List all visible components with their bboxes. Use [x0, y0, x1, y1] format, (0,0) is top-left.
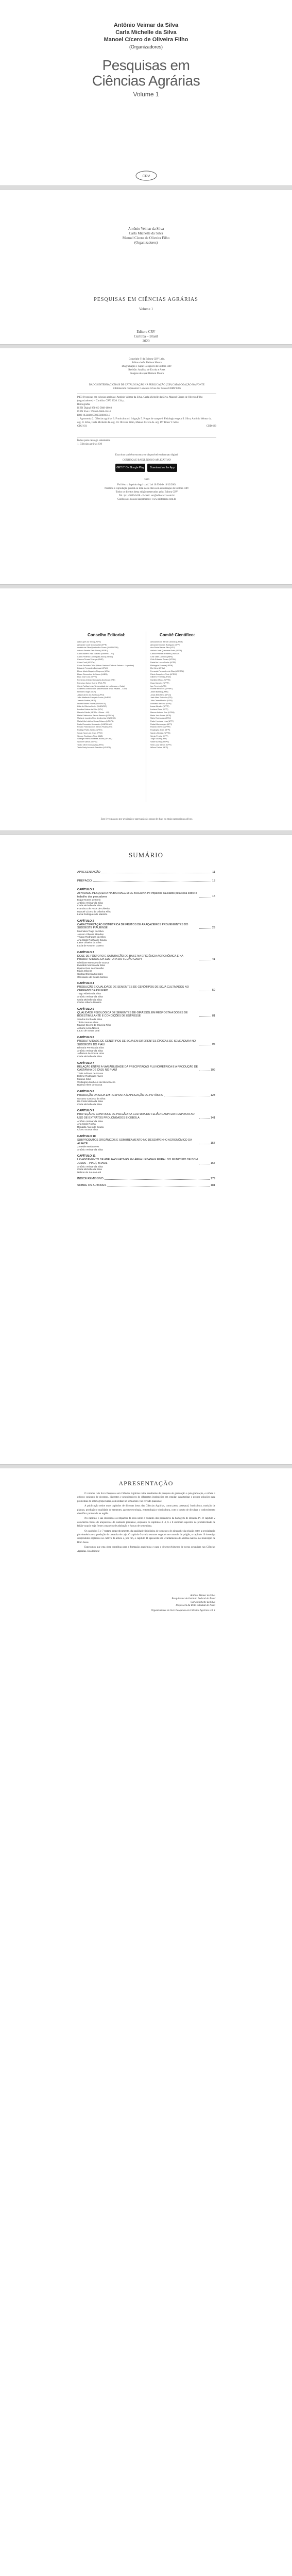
board-member: Aldo Lopes da Silva (UNIFE) [77, 641, 101, 643]
title-page-imprint [0, 330, 292, 344]
toc-chapter-author: Manoel Cícero de Oliveira Filho [77, 910, 111, 913]
cip-class [77, 425, 216, 428]
board-member: Maria Cristina dos Santos Bezerra (UFSCar) [77, 714, 114, 717]
toc-entry[interactable] [77, 892, 215, 899]
toc-entry[interactable] [77, 1040, 215, 1046]
board-member: Tania Suely Azevedo Brasileiro (UFOPA) [77, 747, 111, 749]
title-page-authors [0, 227, 292, 245]
toc-page-number: 179 [210, 1177, 215, 1181]
title-author: Carla Michelle da Silva [129, 231, 163, 235]
board-member: Elione Maria Nogueira Diogenes (UFAL) [77, 670, 111, 673]
board-member: Eduardo Fernandes Barbosa (UFMG) [77, 667, 109, 670]
toc-chapter[interactable] [77, 1036, 215, 1058]
toc-chapter-author: Carlos Alberto Moreira [77, 1001, 101, 1004]
toc-chapter[interactable] [77, 1062, 215, 1087]
toc-entry[interactable] [77, 1184, 215, 1188]
cover-title [0, 58, 292, 89]
toc-chapter-author: Cícero Sousa Silva [77, 1128, 98, 1131]
toc-chapter-author: Mateus Silva [77, 1077, 91, 1080]
title-author: Manoel Cícero de Oliveira Filho [122, 236, 170, 240]
credits-block [77, 358, 216, 376]
toc-chapter-title: ATIVIDADE PESQUEIRA NA BARRAGEM DE BOCAINA-PI: impactos causados pela seca sobre o trabalho dos pescadores [77, 892, 197, 899]
board-member: Paulo Romualdo Hernandes (UNIFAL-MG) [77, 723, 113, 725]
board-member: Fernanda Fernandes da Silva (UFERSA) [150, 670, 184, 673]
toc-page-number: 15 [212, 895, 215, 899]
presentation-paragraph: Os capítulos 5 e 7 tratam, respectivamente, da qualidade fisiológica de sementes de girassol e da relação entre a precipitação pluviométrica e a produção de castanha de caju. O capítulo 9 avalia extratos vegetais no controle de pulgão, o capítulo 10 investiga subprodutos orgânicos no cultivo da alface e, por fim, o capítulo 11 apresenta um levantamento de abelhas nativas no município de Bom Jesus. [77, 1530, 215, 1544]
toc-chapter[interactable] [77, 920, 215, 947]
board-member: Elizeu Clementino de Souza (UNEB) [77, 673, 108, 675]
cover-role: (Organizadores) [129, 44, 163, 49]
toc-entry-title: ÍNDICE REMISSIVO [77, 1177, 104, 1181]
board-member: Renato Francisco dos Santos Paula (UFG) [77, 726, 113, 728]
toc-entry[interactable] [77, 1177, 215, 1181]
toc-page-number: 167 [210, 1161, 215, 1165]
presentation-signer: Professora da Rede Estadual do Piauí [176, 1604, 215, 1607]
toc-chapter-author: Maria Oliveira [77, 970, 92, 973]
imprint-publisher: Editora CRV [136, 330, 156, 334]
board-member: Igor Ferreira (UFPI) [150, 685, 167, 687]
toc-chapter[interactable] [77, 982, 215, 1004]
board-member: Ana Paula Bastos Silva (UFV) [150, 647, 175, 649]
toc-page-number: 11 [212, 871, 215, 874]
board-member: Vera Lúcia Santos (UFPI) [150, 743, 171, 746]
toc-entry[interactable] [77, 1113, 215, 1120]
editor-line: Editor-chefe: Railson Moura [132, 362, 162, 364]
toc-chapter-author: Thiago Rodrigues da Silva [77, 936, 106, 939]
app-store-badge[interactable]: Download on the App Store [147, 464, 177, 472]
toc-chapter-author: Antônio Veimar da Silva [77, 1148, 103, 1151]
toc-page-number: 59 [212, 989, 215, 992]
toc-chapter-author: Joisson Oliveira Mendes [77, 933, 104, 936]
toc-chapter[interactable] [77, 1090, 215, 1106]
board-member: Helmuth Krüger (UCP) [77, 690, 96, 693]
toc-chapter-author: Carla Michelle da Silva [77, 998, 102, 1001]
toc-chapter-author: Cinthia Oliveira Mendes [77, 973, 103, 976]
board-member: Lucas Mendes (UFPR) [150, 705, 169, 708]
toc-entry[interactable] [77, 1011, 215, 1018]
google-play-badge[interactable]: GET IT ON Google Play [115, 464, 145, 472]
toc-leader [107, 1184, 209, 1187]
board-member: Mário Rodrigues (UFRN) [150, 717, 171, 720]
board-member: Sérgio Pereira (UFPI) [150, 735, 168, 737]
board-member: Marcelo Paixão (UFRJ e UTexas – US) [77, 711, 110, 714]
legal-block [77, 483, 216, 501]
cip-bibliography: Bibliografia [77, 403, 90, 406]
board-member: Jardel Batista (UFPB) [150, 690, 168, 693]
toc-chapter-author: Gleissiane de Sousa Santos [77, 975, 108, 978]
cip-block [77, 383, 216, 391]
toc-page-number: 157 [210, 1142, 215, 1145]
imprint-year: 2020 [142, 339, 150, 343]
toc-leader [101, 871, 211, 873]
title-page [0, 190, 292, 344]
toc-chapter[interactable] [77, 1008, 215, 1032]
board-member: Tadeu Oliver Gonçalves (UFPA) [77, 743, 104, 746]
toc-chapter-author: Tácila Santos Alves [77, 1021, 98, 1024]
toc-chapter-author: Carla Michelle da Silva [77, 1168, 102, 1171]
toc-chapter-author: Marinalva Tiago da Silva [77, 929, 104, 933]
board-member: Eloi Nery (UFSM) [150, 667, 165, 670]
board-member: Rosângela Alves (UFPI) [150, 729, 170, 732]
toc-chapter-author: Manoel Cícero de Oliveira Filho [77, 1024, 111, 1027]
toc-chapter-author: Nelson de Sousa Leal [77, 1171, 101, 1174]
toc-page-number: 81 [212, 1014, 215, 1018]
presentation-body [77, 1492, 215, 1554]
board-member: José Alves Sobrinho (IFPI) [150, 697, 173, 699]
board-member: Fernando Antônio Gonçalves Alcoforado (IPB) [77, 679, 115, 682]
cover-page [0, 0, 292, 185]
board-member: Carlos Alberto Vilar Estêvão (UMINHO – PT) [77, 652, 114, 655]
board-member: Sandro Almeida (UFRN) [150, 732, 170, 734]
toc-leader [93, 879, 211, 882]
toc-leader [199, 1118, 210, 1119]
toc-chapter-author: Wellington Matheus da Silva Rocha [77, 1080, 115, 1083]
toc-chapter-author: Dilmaria Pereira da Silva [77, 1046, 104, 1049]
title-role: (Organizadores) [134, 241, 158, 245]
toc-entry-title: SOBRE OS AUTORES [77, 1184, 107, 1188]
board-member: Júlio César Moreira (UFPI) [150, 700, 173, 702]
copyright-line: Copyright © da Editora CRV Ltda. [129, 358, 165, 361]
index-block [77, 439, 216, 446]
presentation-signature [77, 1595, 215, 1613]
toc-entry[interactable] [77, 1158, 215, 1165]
board-member: Tiago Souza (UFPI) [150, 738, 167, 740]
toc-entry[interactable] [77, 923, 215, 930]
toc-chapter-author: Carla Michelle da Silva [77, 1103, 102, 1106]
board-member: Francisco Carlos Duarte (PUC-PR) [77, 682, 106, 684]
toc-chapter-label: CAPÍTULO 5 [77, 1007, 94, 1011]
toc-chapter-title: PRODUÇÃO E QUALIDADE DE SEMENTES DE GENÓTIPOS DE SOJA CULTIVADOS NO CERRADO BRASILEIRO [77, 986, 189, 992]
board-member: Gloria Fariñas León (Universidade de La Havana – Cuba) [77, 685, 125, 687]
board-left-list [77, 641, 142, 750]
toc-chapter-author: Djalma Reis de Carvalho [77, 967, 104, 970]
toc-entry[interactable] [77, 1065, 215, 1072]
toc-entry-title: APRESENTAÇÃO [77, 871, 100, 874]
board-member: Rafael Montenegro (UFPI) [150, 723, 173, 725]
cip-title: DADOS INTERNACIONAIS DE CATALOGAÇÃO NA PUBLICAÇÃO (CIP) CATALOGAÇÃO NA FONTE [89, 384, 205, 386]
board-member: Ivonete Menezes (UFRPE) [150, 688, 173, 690]
board-footnote: Este livro passou por avaliação e aprovação às cegas de duas ou mais pareceristas ad hoc. [100, 818, 193, 821]
toc-page-number: 41 [212, 957, 215, 961]
cip-isbn: ISBN Físico 978-65-5868-101-5 [77, 411, 111, 413]
board-member: Ceci Sales-Campos (INPA) [150, 655, 173, 658]
toc-chapter-author: Antônio Veimar da Silva [77, 1049, 103, 1052]
presentation-signer: Carla Michelle da Silva [191, 1601, 215, 1604]
index-item: 1. Ciências agrárias 630 [77, 443, 102, 446]
board-member: Antonio Pereira Gaio Júnior (UFRRJ) [77, 650, 108, 652]
toc-entry[interactable] [77, 955, 215, 961]
toc-chapter-author: Ana Carla Rocha de Sousa [77, 938, 107, 941]
toc-chapter-author: Francisco de Assis de Oliveira [77, 907, 110, 910]
toc-chapter-label: CAPÍTULO 10 [77, 1135, 96, 1139]
toc-chapter-author: Gustavo Cardoso da Silva [77, 1097, 106, 1100]
crv-logo-icon [135, 170, 158, 181]
images-line: Imagens de capa: Railson Moura [130, 372, 164, 375]
toc-chapter-author: Sandra Rocha da Silva [77, 1018, 102, 1021]
board-member: Wilson Freitas (UFPI) [150, 747, 168, 749]
toc-chapter[interactable] [77, 1135, 215, 1151]
toc-chapter-label: CAPÍTULO 9 [77, 1109, 94, 1113]
toc-chapter-author: Carla Michelle da Silva [77, 1055, 102, 1058]
board-member: Maria de Lourdes Pinto de Almeida (UNOESC) [77, 717, 116, 720]
toc-chapter-title: PRODUTIVIDADE DE GENÓTIPOS DE SOJA EM DIFERENTES ÉPOCAS DE SEMEADURA NO SUDOESTE DO PIAUÍ [77, 1039, 196, 1046]
toc-chapter-author: Iza Carla Maria da Silva [77, 1100, 103, 1103]
toc-page-number: 181 [210, 1184, 215, 1188]
toc-page-number: 109 [210, 1068, 215, 1072]
toc-chapter-author: Tiago Ribeiro da Silva [77, 992, 101, 995]
toc-chapter[interactable] [77, 1109, 215, 1131]
cover-author: Manoel Cícero de Oliveira Filho [104, 37, 188, 43]
toc-chapter-author: Edgar Nunes de Melo [77, 899, 101, 902]
presentation-paragraph: O volume I do livro Pesquisas em Ciências Agrárias reúne resultados de pesquisa de graduação e pós-graduação, e reflete o esforço conjunto de docentes, discentes e pesquisadores de diferentes instituições em estudar, caracterizar e propor soluções para problemas do setor agropecuário, com ênfase no semiárido e no cerrado piauiense. [77, 1493, 215, 1503]
presentation-paragraph: No capítulo 1 são discutidos os impactos da seca sobre o trabalho dos pescadores da barragem de Bocaina-PI. O capítulo 2 caracteriza frutos de araçazeiros do sudoeste piauiense, enquanto os capítulos 3, 4, 6 e 8 abordam aspectos de produtividade de feijão-caupi e soja frente a manejos de adubação e épocas de semeadura. [77, 1517, 215, 1528]
title-page-volume: Volume 1 [139, 307, 153, 311]
board-member: Gilberto Ferreira (UFSM) [150, 676, 171, 679]
board-member: Ricardo Oliveira (UFPR) [150, 726, 170, 728]
board-member: Guillermo Arias Beatón (Universidade de La Havana – Cuba) [77, 688, 128, 690]
toc-chapter-label: CAPÍTULO 1 [77, 888, 94, 891]
cip-isbn: ISBN Digital 978-65-5868-100-8 [77, 407, 112, 410]
cover-title-line: Ciências Agrárias [92, 73, 200, 89]
toc-chapter-label: CAPÍTULO 4 [77, 982, 94, 986]
toc-entry[interactable] [77, 1139, 215, 1145]
board-member: Lídia de Oliveira Xavier (UNIEURO) [77, 705, 107, 708]
board-member: Marcos Antonio Dias (UFSM) [150, 711, 175, 714]
toc-leader [105, 1177, 210, 1180]
toc-chapter-author: Everaldo Moreira da Silva [77, 964, 105, 967]
board-member: Paulo Henrique Lima (UFPI) [150, 720, 174, 722]
cover-title-line: Pesquisas em [102, 57, 190, 73]
board-member: Sérgio Nunes de Jesus (IFRO) [77, 732, 103, 734]
app-cta: CONHEÇA E BAIXE NOSSO APLICATIVO! [122, 459, 171, 462]
board-member: Alexandre Gomes Rodrigues (UFPI) [150, 643, 180, 646]
presentation-heading: APRESENTAÇÃO [118, 1480, 174, 1487]
cip-record [77, 396, 216, 428]
board-member: Josania Portela (UFPI) [77, 700, 96, 702]
toc-chapter-title: SUBPRODUTOS ORGÂNICOS E SOMBREAMENTO NO DESEMPENHO AGRONÔMICO DA ALFACE [77, 1139, 192, 1145]
toc-chapter-author: Lucia Rodrigues de Macêdo [77, 913, 108, 916]
toc-leader [199, 1016, 211, 1017]
board-member: Daniel de Lucca Sachs (UFPR) [150, 661, 176, 664]
toc-chapter-author: Adriane Lima Neves [77, 1026, 99, 1029]
presentation-page [0, 1468, 292, 2576]
toc-chapter-title: PRODUÇÃO DA SOJA EM RESPOSTA À APLICAÇÃO DE POTÁSSIO [77, 1094, 164, 1097]
toc-chapter-author: Ana Carla Rocha [77, 1123, 96, 1126]
board-right-list [150, 641, 215, 750]
toc-chapter-author: Djalma Alves de Sousa [77, 1083, 102, 1087]
review-line: Revisão: Analista de Escrita e Artes [128, 369, 165, 371]
board-member: Simone Rodrigues Pinto (UNB) [77, 735, 103, 737]
toc-chapter-author: Zeneide Maria Alves [77, 1145, 99, 1148]
toc-entry-title: PREFÁCIO [77, 879, 92, 883]
toc-chapter-author: Carla Michelle da Silva [77, 904, 102, 907]
toc-entry[interactable] [77, 986, 215, 992]
toc-chapter-label: CAPÍTULO 11 [77, 1155, 96, 1158]
board-member: Carmen Tereza Velanga (UNIR) [77, 658, 104, 661]
toc-chapter-author: Thaís Adriana de Sousa [77, 1072, 104, 1075]
toc-page-number: 29 [212, 926, 215, 929]
toc-chapter-title: CARACTERIZAÇÃO BIOMÉTRICA DE FRUTOS DE ARAÇAZEIROS PROVENIENTES DO SUDOESTE PIAUIENSE [77, 923, 188, 930]
toc-list [77, 871, 215, 1191]
board-member: Carlos Pimenta de Abreu (UNIFAP) [150, 652, 180, 655]
digital-note: Esta obra também encontra-se disponível em formato digital. [115, 454, 179, 456]
cip-reference: P473 Pesquisas em ciências agrárias / Antônio Veimar da Silva, Carla Michelle da Silva, Manoel Cícero de Oliveira Filho (organizadores) – Curitiba: CRV, 2020. 134 p. [77, 396, 203, 402]
board-member: Lourdes Helena da Silva (UFV) [77, 708, 103, 711]
presentation-paragraph: Esperamos que esta obra contribua para a formação acadêmica e para o desenvolvimento de novas pesquisas nas Ciências Agrárias. Boa leitura! [77, 1546, 215, 1553]
cover-author: Carla Michelle da Silva [115, 29, 177, 36]
toc-chapter-label: CAPÍTULO 6 [77, 1036, 94, 1039]
toc-chapter-title: QUALIDADE FISIOLÓGICA DE SEMENTES DE GIRASSOL EM RESPOSTA A DOSES DE BIOESTIMULANTE E CONDIÇÕES DE ESTRESSE [77, 1011, 188, 1018]
imprint-city: Curitiba – Brasil [134, 334, 158, 338]
presentation-paragraph: A publicação reúne onze capítulos de diversas áreas das Ciências Agrárias, como pesca artesanal, fruticultura, nutrição de plantas, produção e qualidade de sementes, agrometeorologia, entomologia e olericultura, com o intuito de divulgar o conhecimento científico produzido na região. [77, 1505, 215, 1516]
board-member: Maria José Sousa (UFPI) [150, 714, 171, 717]
cip-cdu: CDU 631 [77, 425, 88, 428]
toc-chapter-title: PROTEÇÃO E CONTROLE DE PULGÃO NA CULTURA DO FEIJÃO-CAUPI EM RESPOSTA AO USO DE EXTRATOS PROLONGADOS E CEBOLA [77, 1113, 195, 1120]
title-page-title: PESQUISAS EM CIÊNCIAS AGRÁRIAS [94, 297, 198, 302]
board-member: Carlos Federico Dominguez Avila (Unieuro) [77, 655, 113, 658]
toc-page-number: 13 [212, 879, 215, 883]
toc-chapter-author: Lucia de Amorim Guerra [77, 944, 104, 947]
cover-authors [0, 22, 292, 50]
toc-chapter-author: Ronaldo Alves de Sousa [77, 1125, 104, 1128]
toc-page-number: 123 [210, 1093, 215, 1097]
toc-chapter-author: Antônio Veimar da Silva [77, 1165, 103, 1168]
board-member: Jailson Alves dos Santos (UFRJ) [77, 693, 105, 696]
toc-heading: SUMÁRIO [129, 851, 163, 859]
board-member: Maria Lília Imbiriba Sousa Colares (UFOPA) [77, 720, 114, 722]
presentation-signer: Pesquisador do Instituto Federal do Piauí [171, 1598, 215, 1601]
toc-chapter[interactable] [77, 888, 215, 916]
board-member: Jonas Brito Neto (UFCG) [150, 693, 171, 696]
diagram-line: Diagramação e Capa: Designers da Editora CRV [122, 365, 172, 368]
toc-entry[interactable] [77, 879, 215, 883]
toc-chapter-author: Laine Oliveira da Silva [77, 941, 101, 944]
cover-author: Antônio Veimar da Silva [113, 22, 179, 28]
title-author: Antônio Veimar da Silva [128, 227, 164, 231]
board-member: Celso Conti (UFSCar) [77, 661, 95, 664]
board-member: Flávio Gonçalves Pinto (UFRRJ) [150, 673, 177, 675]
board-left-title: Conselho Editorial: [88, 633, 126, 637]
board-member: Élsio José Corá (UFFS) [77, 676, 97, 679]
toc-chapter-title: LEVANTAMENTO DE ABELHAS NATIVAS EM ÁREA URBANA E RURAL DO MUNICÍPIO DE BOM JESUS – PIAUÍ, BRASIL [77, 1158, 198, 1165]
board-member: Cirilo Eduardo Gomes (UFSM) [150, 658, 176, 661]
board-member: Solange Helena Ximenes-Rocha (UFOPA) [77, 738, 112, 740]
toc-chapter-label: CAPÍTULO 8 [77, 1090, 94, 1093]
board-member: Elisângela Ferreira (UFRN) [150, 664, 173, 667]
cip-subtitle: Bibliotecária responsável: Luzenira Alves dos Santos CRB9/1506 [113, 387, 181, 390]
board-member: Hamilton Moura (UFRN) [150, 679, 170, 682]
board-member: Alexandre José Schumacher (IFPR) [77, 643, 107, 646]
presentation-footer: Organizadores do livro Pesquisas em Ciências Agrárias vol. 1 [151, 1609, 215, 1612]
toc-page-number: 95 [212, 1043, 215, 1046]
toc-page-number: 141 [210, 1116, 215, 1120]
toc-chapter-author: Antônio Veimar da Silva [77, 995, 103, 998]
legal-rights: Todos os direitos desta edição reservados pela: Editora CRV [115, 491, 178, 494]
toc-chapter-author: Edlene Rodrigues Alves [77, 1075, 103, 1078]
year-line: 2020 [144, 479, 149, 481]
toc-chapter-label: CAPÍTULO 2 [77, 919, 94, 923]
legal-reproduction: Proibida a reprodução parcial ou total desta obra sem autorização da Editora CRV [105, 487, 189, 490]
crv-logo-text: CRV [142, 175, 150, 178]
board-member: Cesar Gerónimo Tello (Univer. Nacional Três de Febrero – Argentina) [77, 664, 134, 667]
toc-chapter[interactable] [77, 1155, 215, 1174]
board-member: Leonardo da Silva (UFPI) [150, 702, 171, 705]
cip-doi: DOI 10.24824/978655868101.5 [77, 414, 111, 417]
cip-cdd: CDD 630 [206, 425, 216, 428]
board-member: Alessandro de Barros Cândido (UFSM) [150, 641, 183, 643]
board-member: Hugo Carneiro (UFPR) [150, 682, 169, 684]
contact-line: Tel.: (41) 3039-6418 - E-mail: sac@editoracrv.com.br [118, 495, 175, 497]
board-member: Luciana Costa (UFPI) [150, 708, 168, 711]
toc-chapter-author: Lauro de Sousa Leal [77, 1029, 100, 1032]
index-label: Índice para catálogo sistemático [77, 439, 111, 442]
toc-chapter-author: Gleidiane Menezes de Sousa [77, 961, 109, 964]
toc-chapter-title: RELAÇÃO ENTRE A VARIABILIDADE DA PRECIPITAÇÃO PLUVIOMÉTRICA E A PRODUÇÃO DE CASTANHA DE CAJU NO PIAUÍ [77, 1065, 198, 1072]
toc-chapter-title: DOSE DE FÓSFORO E SATURAÇÃO DE BASE NA EFICIÊNCIA AGRONÔMICA E NA PRODUTIVIDADE DA CULTURA DO FEIJÃO-CAUPI [77, 954, 183, 961]
toc-chapter-label: CAPÍTULO 7 [77, 1061, 94, 1065]
presentation-signer: Antônio Veimar da Silva [190, 1595, 215, 1597]
board-member: João Adalberto Campato Junior (UNESP) [77, 697, 112, 699]
toc-chapter-author: Antônio Veimar da Silva [77, 901, 103, 904]
toc-chapter-author: Jefferson de Sousa Lima [77, 1052, 104, 1055]
toc-entry[interactable] [77, 1094, 215, 1097]
toc-chapter[interactable] [77, 951, 215, 979]
board-right-title: Comitê Científico: [160, 633, 195, 637]
cip-subjects: 1. Agronomia 2. Ciências agrárias 3. Fruticultura 4. Irrigação 5. Pragas de campo 6. Fisiologia vegetal I. Silva, Antônio Veimar da. org. II. Silva, Carla Michelle da. org. III. Oliveira Filho, Manoel Cícero de. org. IV. Título V. Série. [77, 418, 212, 424]
board-member: Sydione Santos (UEPG) [77, 740, 97, 743]
toc-entry[interactable] [77, 871, 215, 874]
toc-leader [199, 928, 211, 929]
site-line[interactable]: Conheça os nossos lançamentos: www.editoracrv.com.br [117, 498, 176, 501]
toc-chapter-label: CAPÍTULO 3 [77, 951, 94, 954]
board-member: Antônio José Quaresma Porto (UEPA) [150, 650, 182, 652]
board-member: Rodrigo Pratte-Santos (UFES) [77, 729, 102, 732]
board-member: Andréia da Silva Quintanilha Sousa (UNIR/UFRN) [77, 647, 118, 649]
board-member: Valdir Nunes (UFRPE) [150, 740, 169, 743]
legal-deposit: Foi feito o depósito legal conf. Lei 10.994 de 14/12/2004 [117, 484, 177, 486]
toc-chapter-author: Antônio Veimar da Silva [77, 1120, 103, 1123]
cover-volume: Volume 1 [133, 91, 159, 98]
board-member: Leonel Severo Rocha (UNISINOS) [77, 702, 106, 705]
